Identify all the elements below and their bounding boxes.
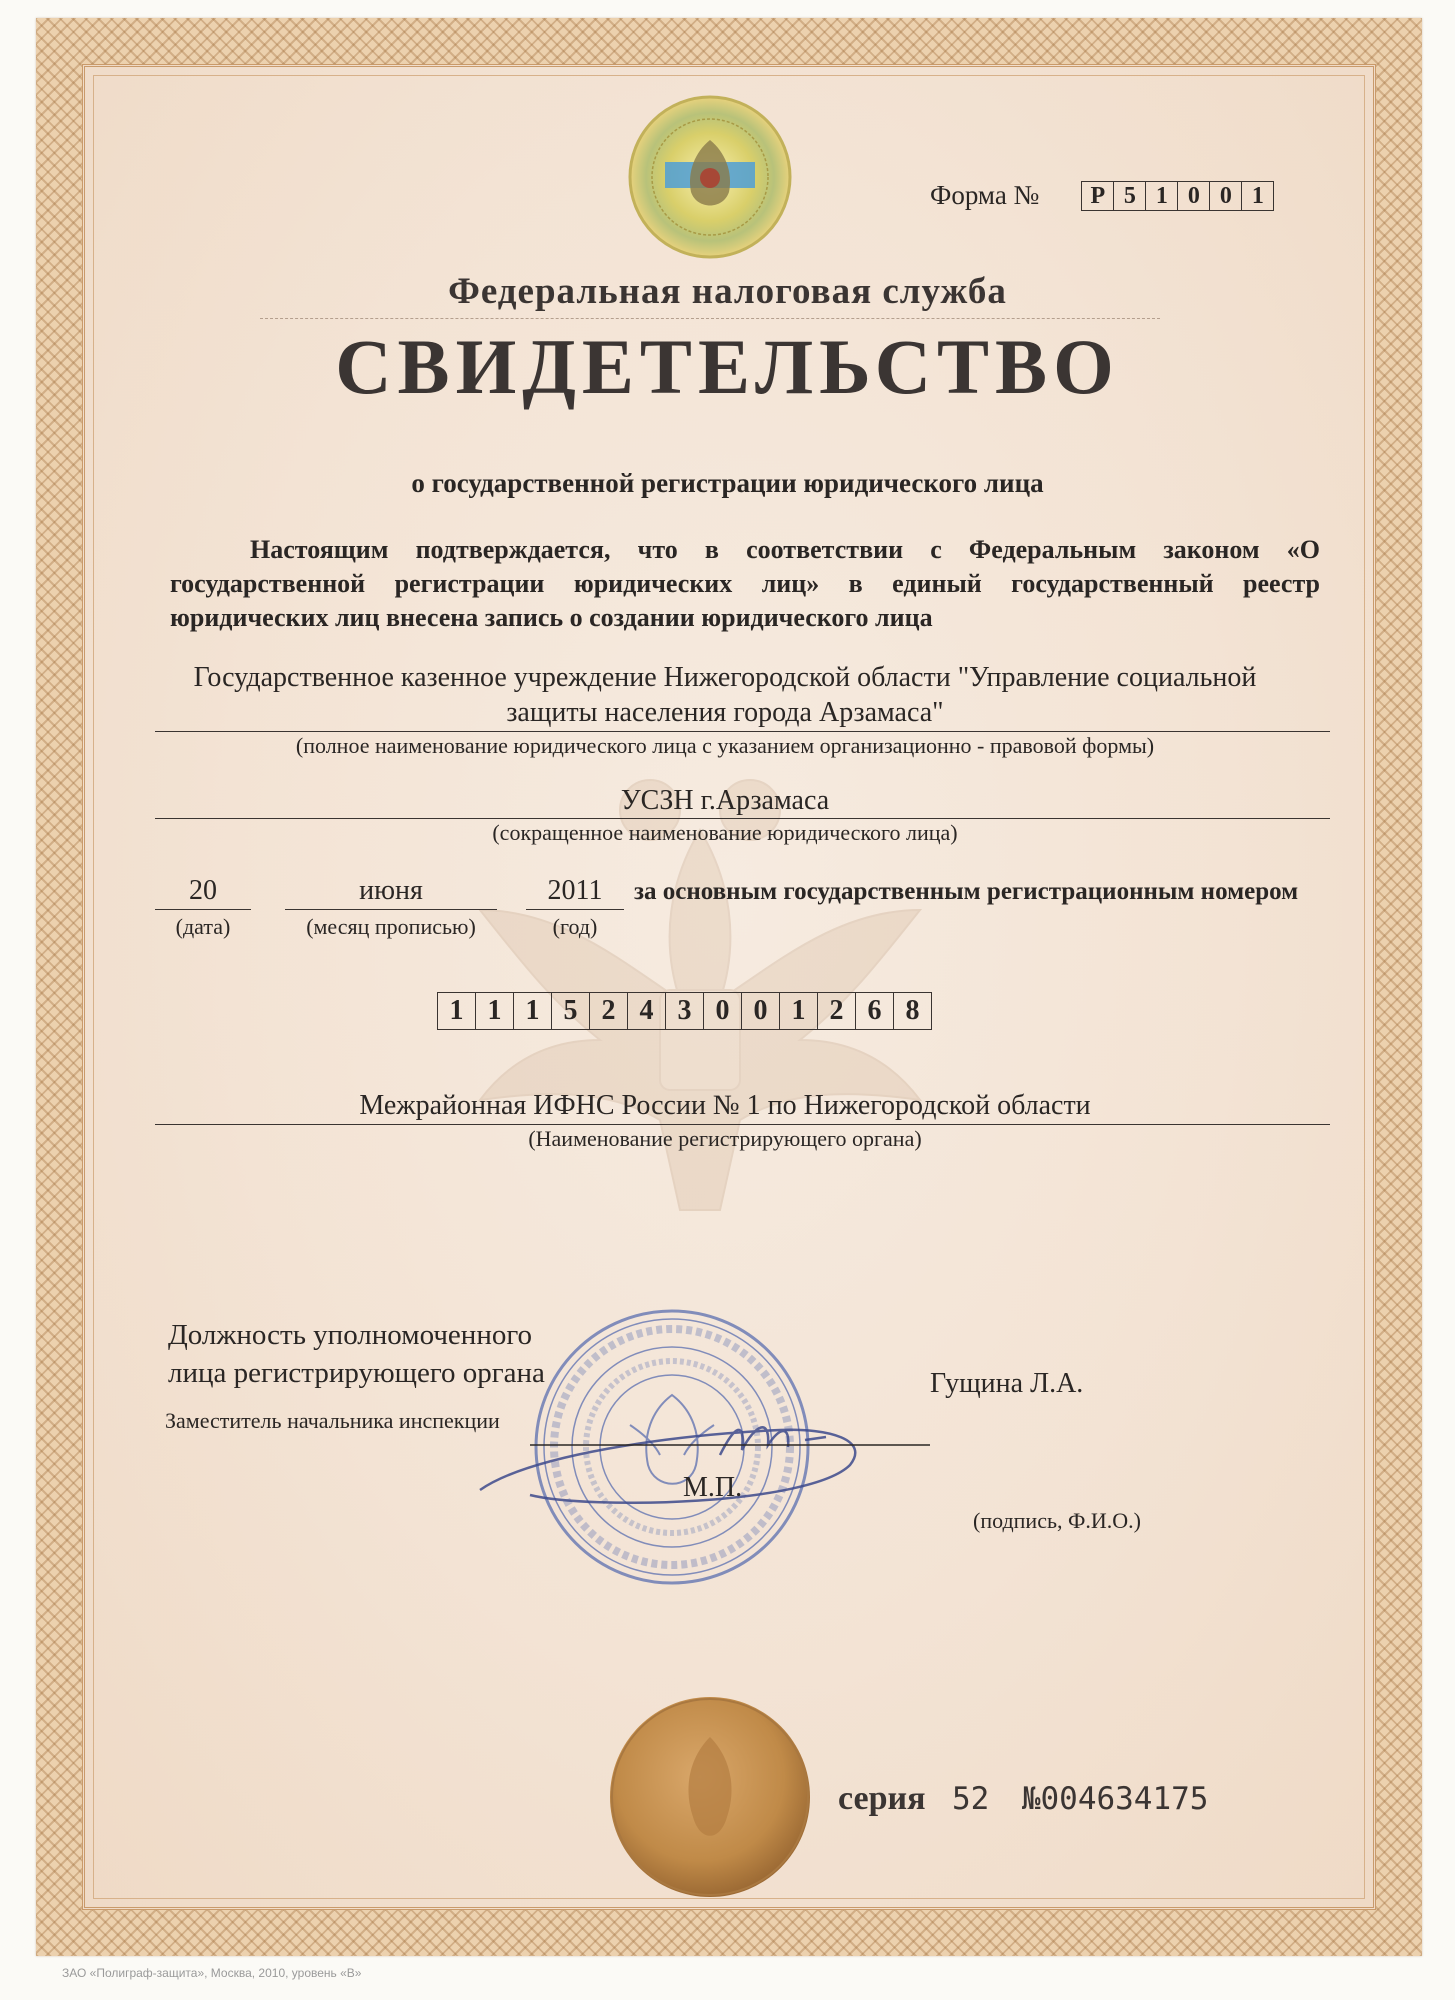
authority-underline — [155, 1124, 1330, 1125]
form-digit: 5 — [1114, 182, 1146, 210]
printer-note: ЗАО «Полиграф-защита», Москва, 2010, уровень «В» — [62, 1966, 362, 1980]
position-label — [168, 1316, 545, 1392]
stamp-place-label: М.П. — [683, 1472, 743, 1503]
form-digit: 0 — [1178, 182, 1210, 210]
registration-month-field — [285, 875, 497, 940]
signature-caption: (подпись, Ф.И.О.) — [973, 1508, 1141, 1533]
ogrn-digit: 2 — [590, 993, 628, 1029]
ogrn-digit-box — [437, 992, 932, 1030]
ogrn-digit: 3 — [666, 993, 704, 1029]
document-number: №004634175 — [1021, 1781, 1209, 1817]
short-name-underline — [155, 818, 1330, 819]
full-name-underline — [155, 731, 1330, 732]
entity-full-name-line1: Государственное казенное учреждение Нижегородской области "Управление социальной — [193, 662, 1257, 693]
ogrn-digit: 1 — [438, 993, 476, 1029]
authority-caption: (Наименование регистрирующего органа) — [528, 1126, 922, 1151]
agency-divider — [260, 318, 1160, 319]
ogrn-digit: 2 — [818, 993, 856, 1029]
form-label: Форма № — [930, 180, 1040, 210]
registration-month-caption: (месяц прописью) — [306, 914, 476, 939]
ogrn-digit: 8 — [905, 995, 920, 1026]
ogrn-digit: 1 — [514, 993, 552, 1029]
registration-number-label: за основным государственным регистрационным номером — [634, 878, 1299, 905]
position-value: Заместитель начальника инспекции — [165, 1408, 500, 1433]
registration-day-field — [155, 875, 251, 940]
series-label: серия — [838, 1780, 926, 1817]
certificate-subtitle: о государственной регистрации юридического лица — [411, 468, 1044, 498]
ogrn-digit: 0 — [704, 993, 742, 1029]
form-digit: 0 — [1210, 182, 1242, 210]
ogrn-digit: 6 — [856, 993, 894, 1029]
ogrn-digit: 1 — [476, 993, 514, 1029]
hologram-emblem-icon — [625, 92, 795, 262]
entity-full-name-line2: защиты населения города Арзамаса" — [506, 697, 944, 728]
agency-title: Федеральная налоговая служба — [448, 271, 1007, 312]
form-digit: 1 — [1251, 182, 1264, 209]
form-number — [930, 180, 1274, 211]
series-number — [838, 1780, 1208, 1818]
registration-year-field — [526, 875, 624, 940]
position-label-line1: Должность уполномоченного — [168, 1319, 533, 1351]
short-name-caption: (сокращенное наименование юридического лица) — [492, 820, 958, 845]
ogrn-digit: 1 — [780, 993, 818, 1029]
registration-month: июня — [285, 875, 497, 910]
form-digit: Р — [1082, 182, 1114, 210]
form-digit: 1 — [1146, 182, 1178, 210]
series-value: 52 — [952, 1781, 990, 1817]
signer-name: Гущина Л.А. — [930, 1368, 1084, 1399]
registering-authority-name: Межрайонная ИФНС России № 1 по Нижегородской области — [359, 1090, 1091, 1121]
ogrn-digit: 5 — [552, 993, 590, 1029]
gold-seal-icon — [605, 1692, 815, 1902]
intro-paragraph: Настоящим подтверждается, что в соответствии с Федеральным законом «О государственной регистрации юридических лиц» в единый государственный реестр юридических лиц внесена запись о создании юридического лица — [170, 535, 1320, 632]
registration-day: 20 — [155, 875, 251, 910]
certificate-title: СВИДЕТЕЛЬСТВО — [335, 323, 1120, 410]
ogrn-digit: 0 — [742, 993, 780, 1029]
registration-year-caption: (год) — [552, 914, 598, 939]
ogrn-digit: 4 — [628, 993, 666, 1029]
form-digit-box — [1081, 181, 1274, 211]
registration-year: 2011 — [526, 875, 624, 910]
registration-day-caption: (дата) — [175, 914, 231, 939]
full-name-caption: (полное наименование юридического лица с указанием организационно - правовой формы) — [295, 733, 1155, 758]
entity-short-name: УСЗН г.Арзамаса — [620, 785, 830, 816]
position-label-line2: лица регистрирующего органа — [168, 1357, 545, 1389]
